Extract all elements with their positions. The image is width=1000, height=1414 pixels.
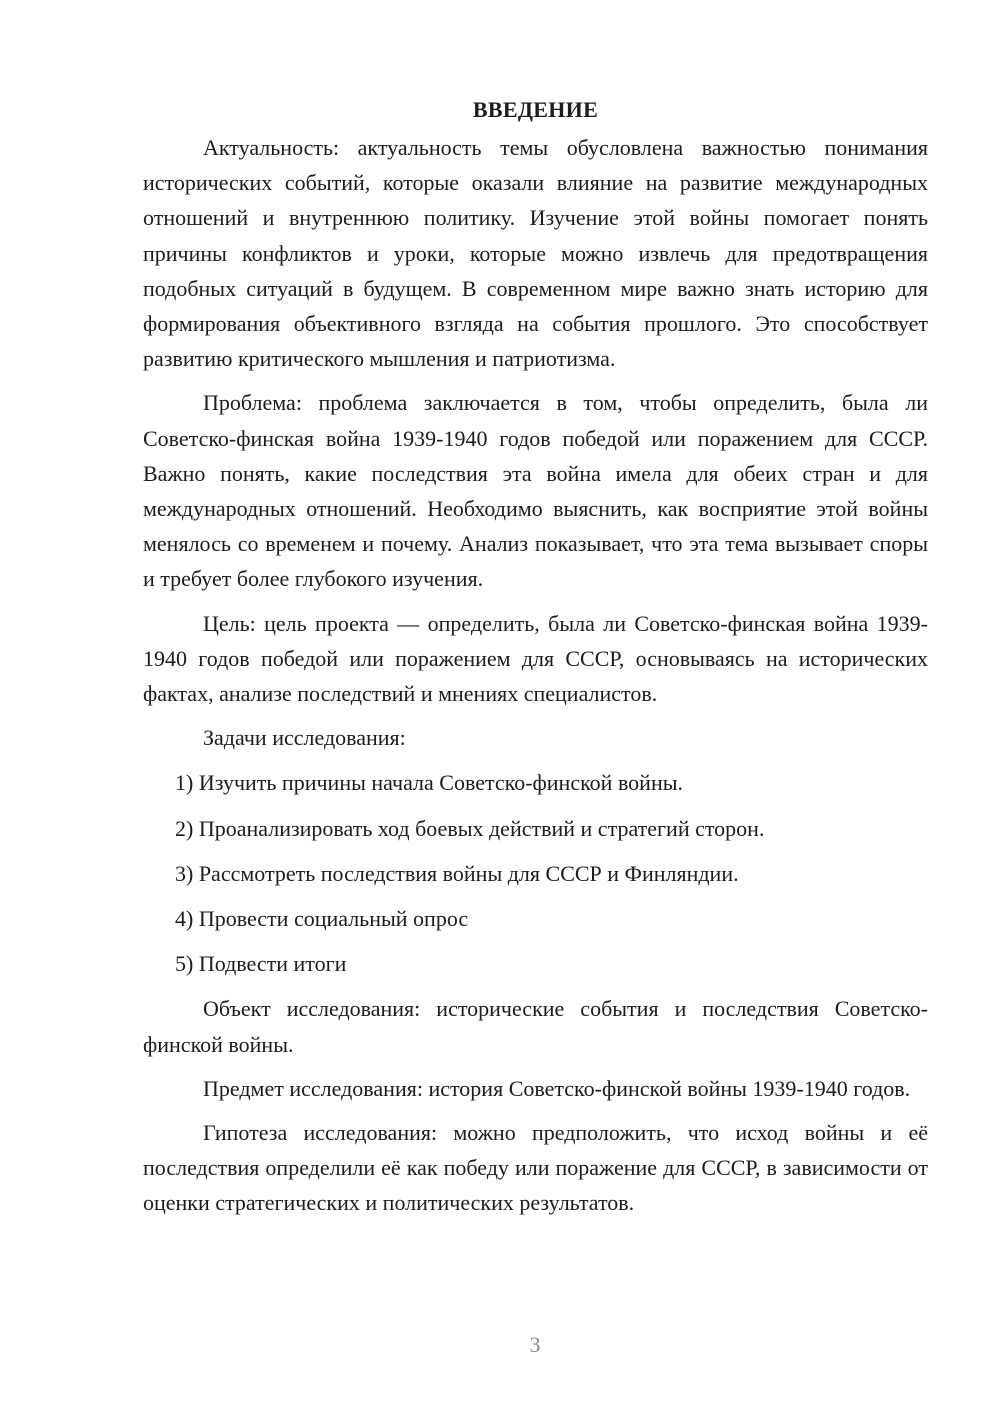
list-item: 2) Проанализировать ход боевых действий и стратегий сторон. (175, 815, 765, 841)
tasks-heading: Задачи исследования: (203, 725, 406, 751)
tasks-list (143, 765, 928, 981)
goal-paragraph: Цель: цель проекта — определить, была ли Советско-финская война 1939-1940 годов победой или поражением для СССР, основываясь на исторических фактах, анализе последствий и мнениях специалистов. (143, 610, 928, 707)
relevance-paragraph: Актуальность: актуальность темы обусловлена важностью понимания исторических событий, которые оказали влияние на развитие международных отношений и внутреннюю политику. Изучение этой войны помогает понять причины конфликтов и уроки, которые можно извлечь для предотвращения подобных ситуаций в будущем. В современном мире важно знать историю для формирования объективного взгляда на события прошлого. Это способствует развитию критического мышления и патриотизма. (143, 135, 928, 372)
page-title: ВВЕДЕНИЕ (472, 97, 599, 122)
subject-paragraph: Предмет исследования: история Советско-финской войны 1939-1940 годов. (203, 1075, 911, 1101)
list-item: 5) Подвести итоги (175, 951, 347, 977)
hypothesis-paragraph: Гипотеза исследования: можно предположить, что исход войны и её последствия определили её как победу или поражение для СССР, в зависимости от оценки стратегических и политических результатов. (143, 1120, 928, 1216)
list-item: 1) Изучить причины начала Советско-финской войны. (175, 770, 684, 796)
problem-paragraph: Проблема: проблема заключается в том, чтобы определить, была ли Советско-финская война 1939-1940 годов победой или поражением для СССР. Важно понять, какие последствия эта война имела для обеих стран и для международных отношений. Необходимо выяснить, как восприятие этой войны менялось со временем и почему. Анализ показывает, что эта тема вызывает споры и требует более глубокого изучения. (143, 390, 928, 592)
document-page (143, 92, 928, 1230)
page-number: 3 (529, 1332, 541, 1357)
list-item: 4) Провести социальный опрос (175, 906, 469, 932)
list-item: 3) Рассмотреть последствия войны для СССР и Финляндии. (175, 860, 739, 886)
object-paragraph: Объект исследования: исторические события и последствия Советско-финской войны. (143, 996, 928, 1057)
